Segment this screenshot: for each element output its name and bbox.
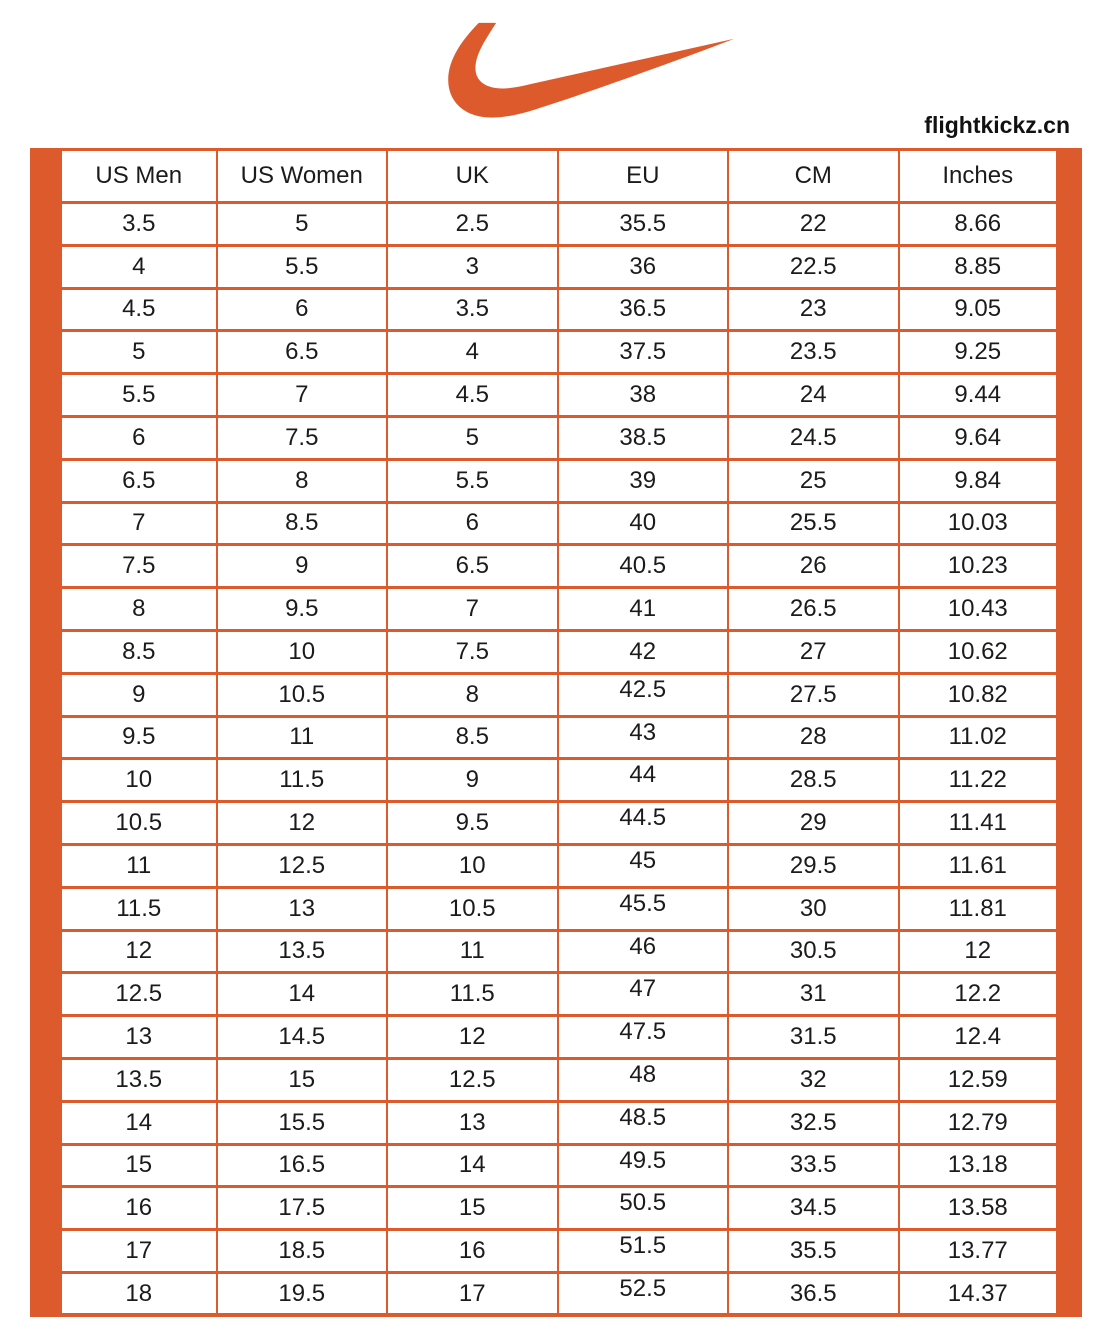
- size-conversion-table: [30, 148, 1082, 1317]
- table-cell: 9: [387, 759, 558, 802]
- table-cell: 49.5: [558, 1144, 729, 1187]
- table-row: [46, 374, 1069, 417]
- table-cell: 7.5: [217, 416, 388, 459]
- table-row: [46, 1187, 1069, 1230]
- table-cell: 34.5: [728, 1187, 899, 1230]
- table-cell: 7: [217, 374, 388, 417]
- table-cell: 7: [387, 588, 558, 631]
- table-cell: 23: [728, 288, 899, 331]
- table-cell: 6: [217, 288, 388, 331]
- table-cell: 11.5: [46, 887, 217, 930]
- column-header-us-men: US Men: [46, 150, 217, 203]
- table-cell: 9.5: [46, 716, 217, 759]
- table-cell: 11: [217, 716, 388, 759]
- table-cell: 9.5: [217, 588, 388, 631]
- table-cell: 27: [728, 630, 899, 673]
- table-cell: 9.5: [387, 802, 558, 845]
- table-cell: 7.5: [46, 545, 217, 588]
- table-cell: 43: [558, 716, 729, 759]
- table-cell: 40: [558, 502, 729, 545]
- table-cell: 32.5: [728, 1101, 899, 1144]
- table-cell: 16: [387, 1230, 558, 1273]
- table-cell: 13.18: [899, 1144, 1070, 1187]
- table-cell: 48: [558, 1058, 729, 1101]
- nike-swoosh-logo: [448, 22, 736, 118]
- table-cell: 9.64: [899, 416, 1070, 459]
- table-cell: 44.5: [558, 802, 729, 845]
- table-cell: 18: [46, 1272, 217, 1315]
- table-cell: 29.5: [728, 844, 899, 887]
- table-cell: 39: [558, 459, 729, 502]
- column-header-cm: CM: [728, 150, 899, 203]
- table-cell: 11.22: [899, 759, 1070, 802]
- table-cell: 52.5: [558, 1272, 729, 1315]
- table-cell: 5: [46, 331, 217, 374]
- table-cell: 10.03: [899, 502, 1070, 545]
- table-row: [46, 245, 1069, 288]
- table-cell: 13.5: [46, 1058, 217, 1101]
- table-row: [46, 545, 1069, 588]
- table-cell: 35.5: [728, 1230, 899, 1273]
- table-cell: 9: [217, 545, 388, 588]
- table-cell: 6: [46, 416, 217, 459]
- table-cell: 3.5: [46, 203, 217, 246]
- table-row: [46, 759, 1069, 802]
- table-cell: 8.85: [899, 245, 1070, 288]
- table-cell: 38.5: [558, 416, 729, 459]
- table-cell: 32: [728, 1058, 899, 1101]
- table-cell: 15: [217, 1058, 388, 1101]
- table-row: [46, 716, 1069, 759]
- table-row: [46, 416, 1069, 459]
- table-cell: 11.02: [899, 716, 1070, 759]
- table-cell: 30.5: [728, 930, 899, 973]
- table-cell: 13.58: [899, 1187, 1070, 1230]
- table-row: [46, 673, 1069, 716]
- table-cell: 14: [46, 1101, 217, 1144]
- table-cell: 24: [728, 374, 899, 417]
- table-cell: 9: [46, 673, 217, 716]
- table-cell: 13: [46, 1016, 217, 1059]
- table-cell: 9.05: [899, 288, 1070, 331]
- table-header-row: [46, 150, 1069, 203]
- table-cell: 12: [899, 930, 1070, 973]
- table-cell: 38: [558, 374, 729, 417]
- table-cell: 5.5: [217, 245, 388, 288]
- table-cell: 27.5: [728, 673, 899, 716]
- table-row: [46, 588, 1069, 631]
- table-cell: 5.5: [387, 459, 558, 502]
- site-watermark: flightkickz.cn: [924, 112, 1070, 138]
- table-cell: 18.5: [217, 1230, 388, 1273]
- table-row: [46, 459, 1069, 502]
- table-cell: 19.5: [217, 1272, 388, 1315]
- column-header-eu: EU: [558, 150, 729, 203]
- table-cell: 6.5: [46, 459, 217, 502]
- table-cell: 12.5: [217, 844, 388, 887]
- table-cell: 7.5: [387, 630, 558, 673]
- table-row: [46, 630, 1069, 673]
- table-cell: 47.5: [558, 1016, 729, 1059]
- table-cell: 17: [387, 1272, 558, 1315]
- column-header-inches: Inches: [899, 150, 1070, 203]
- column-header-us-women: US Women: [217, 150, 388, 203]
- table-cell: 35.5: [558, 203, 729, 246]
- table-cell: 10: [387, 844, 558, 887]
- table-cell: 41: [558, 588, 729, 631]
- table-cell: 11.5: [387, 973, 558, 1016]
- table-cell: 10.5: [217, 673, 388, 716]
- table-cell: 9.44: [899, 374, 1070, 417]
- table-cell: 12.79: [899, 1101, 1070, 1144]
- table-cell: 12.4: [899, 1016, 1070, 1059]
- table-cell: 4.5: [46, 288, 217, 331]
- table-cell: 25: [728, 459, 899, 502]
- table-cell: 12.59: [899, 1058, 1070, 1101]
- table-cell: 11: [46, 844, 217, 887]
- table-cell: 51.5: [558, 1230, 729, 1273]
- table-cell: 5: [387, 416, 558, 459]
- table-cell: 12: [387, 1016, 558, 1059]
- table-cell: 16: [46, 1187, 217, 1230]
- table-cell: 24.5: [728, 416, 899, 459]
- table-cell: 17.5: [217, 1187, 388, 1230]
- table-cell: 14: [217, 973, 388, 1016]
- table-cell: 8: [46, 588, 217, 631]
- table-cell: 7: [46, 502, 217, 545]
- table-row: [46, 844, 1069, 887]
- table-cell: 15.5: [217, 1101, 388, 1144]
- table-cell: 22.5: [728, 245, 899, 288]
- table-cell: 40.5: [558, 545, 729, 588]
- table-cell: 12.5: [46, 973, 217, 1016]
- table-cell: 12: [217, 802, 388, 845]
- table-row: [46, 288, 1069, 331]
- table-cell: 9.84: [899, 459, 1070, 502]
- table-row: [46, 930, 1069, 973]
- table-cell: 9.25: [899, 331, 1070, 374]
- table-cell: 8.5: [387, 716, 558, 759]
- table-cell: 13.5: [217, 930, 388, 973]
- table-cell: 6.5: [387, 545, 558, 588]
- table-cell: 13: [387, 1101, 558, 1144]
- table-cell: 33.5: [728, 1144, 899, 1187]
- table-cell: 45.5: [558, 887, 729, 930]
- table-cell: 8: [217, 459, 388, 502]
- table-row: [46, 1272, 1069, 1315]
- table-cell: 15: [46, 1144, 217, 1187]
- table-cell: 10.5: [46, 802, 217, 845]
- table-cell: 10.43: [899, 588, 1070, 631]
- table-row: [46, 203, 1069, 246]
- table-cell: 11.81: [899, 887, 1070, 930]
- table-cell: 3: [387, 245, 558, 288]
- table-cell: 25.5: [728, 502, 899, 545]
- table-cell: 14.37: [899, 1272, 1070, 1315]
- table-cell: 17: [46, 1230, 217, 1273]
- table-cell: 44: [558, 759, 729, 802]
- table-cell: 14: [387, 1144, 558, 1187]
- table-cell: 14.5: [217, 1016, 388, 1059]
- table-cell: 45: [558, 844, 729, 887]
- table-cell: 28: [728, 716, 899, 759]
- table-row: [46, 1101, 1069, 1144]
- table-cell: 16.5: [217, 1144, 388, 1187]
- table-row: [46, 802, 1069, 845]
- table-cell: 11.5: [217, 759, 388, 802]
- table-cell: 47: [558, 973, 729, 1016]
- table-row: [46, 1230, 1069, 1273]
- table-cell: 31.5: [728, 1016, 899, 1059]
- column-header-uk: UK: [387, 150, 558, 203]
- table-cell: 36: [558, 245, 729, 288]
- table-cell: 3.5: [387, 288, 558, 331]
- table-cell: 50.5: [558, 1187, 729, 1230]
- table-cell: 6: [387, 502, 558, 545]
- table-cell: 8: [387, 673, 558, 716]
- table-row: [46, 1058, 1069, 1101]
- table-cell: 11: [387, 930, 558, 973]
- table-cell: 28.5: [728, 759, 899, 802]
- table-cell: 10.82: [899, 673, 1070, 716]
- table-cell: 8.66: [899, 203, 1070, 246]
- table-cell: 29: [728, 802, 899, 845]
- table-cell: 5: [217, 203, 388, 246]
- table-cell: 46: [558, 930, 729, 973]
- table-cell: 8.5: [46, 630, 217, 673]
- table-header: [46, 150, 1069, 203]
- table-cell: 12.2: [899, 973, 1070, 1016]
- table-cell: 15: [387, 1187, 558, 1230]
- table-row: [46, 331, 1069, 374]
- table-row: [46, 973, 1069, 1016]
- table-cell: 22: [728, 203, 899, 246]
- table-cell: 31: [728, 973, 899, 1016]
- table-cell: 12.5: [387, 1058, 558, 1101]
- table-cell: 4.5: [387, 374, 558, 417]
- table-cell: 2.5: [387, 203, 558, 246]
- table-row: [46, 502, 1069, 545]
- table-cell: 10.62: [899, 630, 1070, 673]
- table-cell: 11.61: [899, 844, 1070, 887]
- table-cell: 30: [728, 887, 899, 930]
- table-cell: 13: [217, 887, 388, 930]
- table-cell: 4: [46, 245, 217, 288]
- table-row: [46, 887, 1069, 930]
- table-cell: 42.5: [558, 673, 729, 716]
- table-cell: 8.5: [217, 502, 388, 545]
- table-cell: 36.5: [558, 288, 729, 331]
- table-row: [46, 1144, 1069, 1187]
- table-cell: 23.5: [728, 331, 899, 374]
- table-cell: 10: [46, 759, 217, 802]
- size-chart-rows: [46, 203, 1069, 1316]
- table-cell: 37.5: [558, 331, 729, 374]
- table-cell: 6.5: [217, 331, 388, 374]
- table-cell: 10: [217, 630, 388, 673]
- table-cell: 26: [728, 545, 899, 588]
- table-cell: 10.23: [899, 545, 1070, 588]
- table-cell: 5.5: [46, 374, 217, 417]
- table-cell: 4: [387, 331, 558, 374]
- table-cell: 10.5: [387, 887, 558, 930]
- table-cell: 11.41: [899, 802, 1070, 845]
- table-cell: 36.5: [728, 1272, 899, 1315]
- table-row: [46, 1016, 1069, 1059]
- table-cell: 42: [558, 630, 729, 673]
- table-cell: 12: [46, 930, 217, 973]
- table-cell: 13.77: [899, 1230, 1070, 1273]
- table-cell: 26.5: [728, 588, 899, 631]
- table-cell: 48.5: [558, 1101, 729, 1144]
